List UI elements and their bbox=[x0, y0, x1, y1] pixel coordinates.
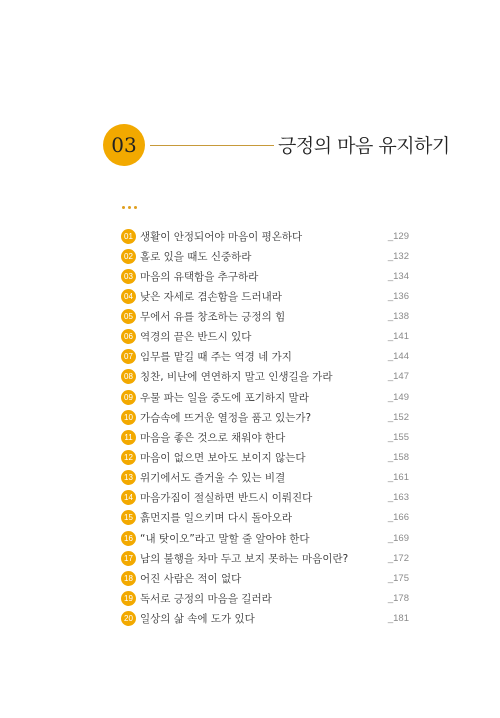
toc-entry-03[interactable] bbox=[121, 266, 409, 286]
chapter-header bbox=[103, 124, 450, 168]
chapter-number-badge: 03 bbox=[103, 124, 145, 166]
toc-entry-06[interactable] bbox=[121, 327, 409, 347]
entry-title: 생활이 안정되어야 마음이 평온하다 bbox=[140, 230, 303, 243]
entry-page-number: _172 bbox=[387, 552, 409, 564]
toc-entry-09[interactable] bbox=[121, 387, 409, 407]
entry-page-number: _136 bbox=[387, 290, 409, 302]
entry-page-number: _181 bbox=[387, 613, 409, 625]
entry-number-badge: 12 bbox=[121, 450, 136, 465]
entry-page-number: _166 bbox=[387, 512, 409, 524]
entry-number-badge: 06 bbox=[121, 329, 136, 344]
entry-title: 독서로 긍정의 마음을 길러라 bbox=[140, 593, 272, 606]
entry-number-badge: 11 bbox=[121, 430, 136, 445]
entry-number-badge: 09 bbox=[121, 390, 136, 405]
toc-entry-13[interactable] bbox=[121, 468, 409, 488]
entry-title: 마음이 없으면 보아도 보이지 않는다 bbox=[140, 452, 306, 465]
entry-title: 홀로 있을 때도 신중하라 bbox=[140, 250, 252, 263]
entry-title: 마음을 좋은 것으로 채워야 한다 bbox=[140, 431, 286, 444]
entry-page-number: _138 bbox=[387, 311, 409, 323]
entry-number-badge: 17 bbox=[121, 551, 136, 566]
entry-number-badge: 16 bbox=[121, 531, 136, 546]
entry-title: 마음가짐이 절실하면 반드시 이뤄진다 bbox=[140, 492, 313, 505]
entry-title: 흙먼지를 일으키며 다시 돌아오라 bbox=[140, 512, 293, 525]
toc-entry-17[interactable] bbox=[121, 548, 409, 568]
entry-title: 남의 불행을 차마 두고 보지 못하는 마음이란? bbox=[140, 552, 349, 565]
toc-entry-14[interactable] bbox=[121, 488, 409, 508]
entry-page-number: _178 bbox=[387, 593, 409, 605]
entry-page-number: _141 bbox=[387, 331, 409, 343]
toc-entry-18[interactable] bbox=[121, 568, 409, 588]
toc-entry-11[interactable] bbox=[121, 427, 409, 447]
entry-number-badge: 13 bbox=[121, 470, 136, 485]
toc-entry-15[interactable] bbox=[121, 508, 409, 528]
toc-entry-08[interactable] bbox=[121, 367, 409, 387]
table-of-contents bbox=[121, 226, 409, 629]
entry-title: 가슴속에 뜨거운 열정을 품고 있는가? bbox=[140, 411, 312, 424]
entry-number-badge: 05 bbox=[121, 309, 136, 324]
entry-number-badge: 18 bbox=[121, 571, 136, 586]
entry-title: 낮은 자세로 겸손함을 드러내라 bbox=[140, 290, 282, 303]
entry-page-number: _147 bbox=[387, 371, 409, 383]
entry-title: 임무를 맡길 때 주는 역경 네 가지 bbox=[140, 351, 292, 364]
entry-page-number: _163 bbox=[387, 492, 409, 504]
entry-title: 무에서 유를 창조하는 긍정의 힘 bbox=[140, 311, 286, 324]
ellipsis-dots-icon bbox=[122, 206, 137, 209]
entry-title: “내 탓이오”라고 말할 줄 알아야 한다 bbox=[140, 532, 310, 545]
toc-entry-02[interactable] bbox=[121, 246, 409, 266]
chapter-title: 긍정의 마음 유지하기 bbox=[278, 135, 450, 157]
entry-title: 어진 사람은 적이 없다 bbox=[140, 572, 242, 585]
entry-page-number: _134 bbox=[387, 270, 409, 282]
toc-entry-16[interactable] bbox=[121, 528, 409, 548]
dot bbox=[134, 206, 137, 209]
toc-entry-20[interactable] bbox=[121, 609, 409, 629]
entry-page-number: _144 bbox=[387, 351, 409, 363]
entry-page-number: _175 bbox=[387, 572, 409, 584]
toc-entry-07[interactable] bbox=[121, 347, 409, 367]
entry-number-badge: 04 bbox=[121, 289, 136, 304]
toc-entry-01[interactable] bbox=[121, 226, 409, 246]
entry-page-number: _129 bbox=[387, 230, 409, 242]
toc-entry-19[interactable] bbox=[121, 589, 409, 609]
entry-page-number: _132 bbox=[387, 250, 409, 262]
entry-number-badge: 07 bbox=[121, 349, 136, 364]
entry-number-badge: 03 bbox=[121, 269, 136, 284]
entry-title: 일상의 삶 속에 도가 있다 bbox=[140, 613, 255, 626]
entry-page-number: _152 bbox=[387, 411, 409, 423]
entry-number-badge: 10 bbox=[121, 410, 136, 425]
entry-number-badge: 20 bbox=[121, 611, 136, 626]
entry-title: 칭찬, 비난에 연연하지 말고 인생길을 가라 bbox=[140, 371, 333, 384]
entry-title: 역경의 끝은 반드시 있다 bbox=[140, 331, 252, 344]
entry-page-number: _158 bbox=[387, 452, 409, 464]
entry-number-badge: 01 bbox=[121, 229, 136, 244]
entry-page-number: _149 bbox=[387, 391, 409, 403]
entry-page-number: _161 bbox=[387, 472, 409, 484]
entry-page-number: _169 bbox=[387, 532, 409, 544]
toc-entry-05[interactable] bbox=[121, 307, 409, 327]
entry-page-number: _155 bbox=[387, 431, 409, 443]
entry-title: 위기에서도 즐거울 수 있는 비결 bbox=[140, 472, 286, 485]
toc-entry-10[interactable] bbox=[121, 407, 409, 427]
entry-number-badge: 19 bbox=[121, 591, 136, 606]
entry-number-badge: 14 bbox=[121, 490, 136, 505]
dot bbox=[128, 206, 131, 209]
entry-number-badge: 08 bbox=[121, 369, 136, 384]
entry-title: 우물 파는 일을 중도에 포기하지 말라 bbox=[140, 391, 309, 404]
chapter-divider-line bbox=[150, 145, 274, 146]
entry-number-badge: 02 bbox=[121, 249, 136, 264]
dot bbox=[122, 206, 125, 209]
toc-entry-04[interactable] bbox=[121, 286, 409, 306]
toc-entry-12[interactable] bbox=[121, 448, 409, 468]
entry-title: 마음의 유택함을 추구하라 bbox=[140, 270, 259, 283]
entry-number-badge: 15 bbox=[121, 510, 136, 525]
